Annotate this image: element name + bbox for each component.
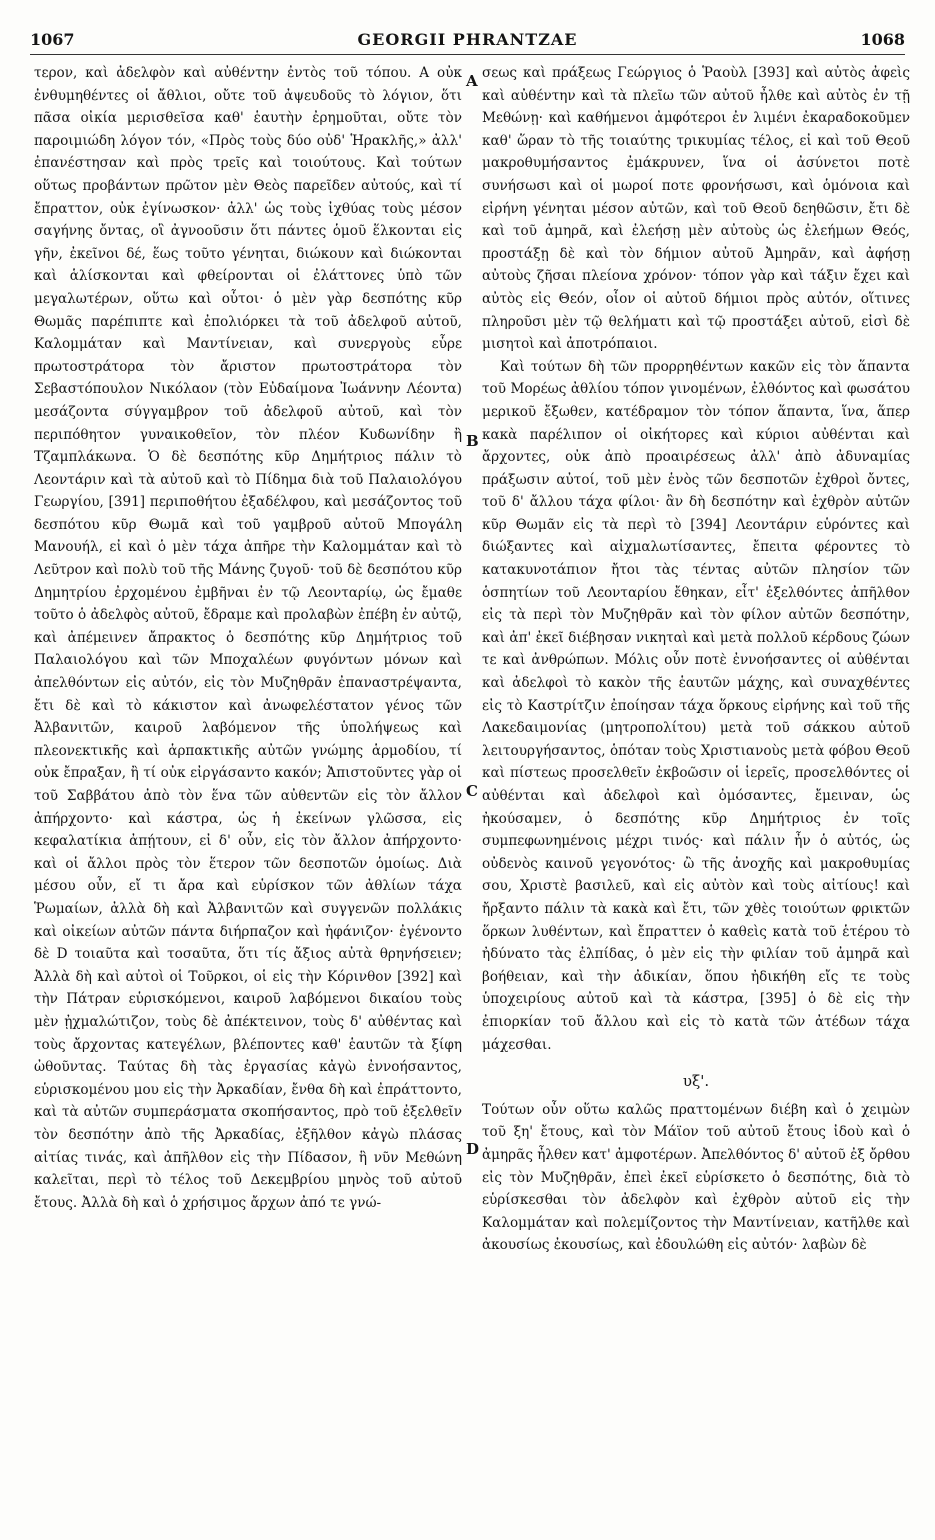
margin-letter-c: C [466, 782, 478, 800]
margin-letter-a: A [466, 72, 478, 90]
running-header [30, 30, 905, 55]
margin-letter-d: D [466, 1140, 480, 1158]
right-column [482, 62, 910, 1257]
right-paragraph: Καὶ τούτων δὴ τῶν προρρηθέντων κακῶν εἰς τὸν ἅπαντα τοῦ Μορέως ἀθλίου τόπον γινομένων, ἐλθόντος καὶ φωσάτου μερικοῦ ἔξωθεν, κατέδραμον τὸν τόπον ἅπαντα, ἵνα, ἅπερ κακὰ παρέλιπον οἱ οἰκήτορες καὶ κύριοι αὐθένται καὶ ἄρχοντες, οὐκ ἀπὸ προαιρέσεως ἀλλ' ἀπὸ ἀδυναμίας πράξωσιν αὐτοί, τοῦ μὲν ἑνὸς τῶν δεσποτῶν ἐχθροὶ ὄντες, τοῦ δ' ἄλλου τάχα φίλοι· ἂν δὴ δεσπότην καὶ ἐχθρὸν αὐτῶν κῦρ Θωμᾶν εἰς τὰ περὶ τὸ [394] Λεοντάριν εὑρόντες καὶ διώξαντες καὶ αἰχμαλωτίσαντες, ἔπειτα φέροντες τὸ κατακυνοτάπιον ἤτοι τὰς τέντας αὐτῶν πλησίον τῶν ὁσπητίων τοῦ Λεονταρίου ἔθηκαν, εἶτ' ἐξελθόντες ἀπῆλθον εἰς τὰ περὶ τὸν Μυζηθρᾶν καὶ τὸν φίλον αὐτῶν δεσπότην, καὶ ἀπ' ἐκεῖ διέβησαν νικηταὶ καὶ μετὰ πολλοῦ κέρδους ζώων τε καὶ ἀνθρώπων. Μόλις οὖν ποτὲ ἐννοήσαντες οἱ αὐθένται καὶ ἀδελφοὶ τὸ κακὸν τῆς ἑαυτῶν μάχης, καὶ συναχθέντες εἰς τὸ Καστρίτζιν ἐποίησαν τάχα ὅρκους εἰρήνης καὶ τοῦ τῆς Λακεδαιμονίας (μητροπολίτου) μετὰ τοῦ σάκκου αὐτοῦ λειτουργήσαντος, ὁπόταν τοὺς Χριστιανοὺς μετὰ φόβου Θεοῦ καὶ πίστεως προσελθεῖν ἐκβοῶσιν οἱ ἱερεῖς, προσελθόντες οἱ αὐθένται καὶ ἀδελφοὶ καὶ ὀμόσαντες, ἔμειναν, ὡς ἠκούσαμεν, ὁ δεσπότης κῦρ Δημήτριος ἐν τοῖς συμπεφωνημένοις μέχρι τινός· καὶ πάλιν ἦν ὁ αὐτός, ὡς οὐδενὸς καινοῦ γεγονότος· ὢ τῆς ἀνοχῆς καὶ μακροθυμίας σου, Χριστὲ βασιλεῦ, καὶ εἰς αὐτὸν καὶ τοὺς αἰτίους! καὶ ἤρξαντο πάλιν τὰ κακὰ καὶ ἔτι, τῶν χθὲς τοιούτων φρικτῶν ὅρκων λυθέντων, καὶ ἔπραττεν ὁ καθεὶς κατὰ τοῦ ἑτέρου τὸ ἠδύνατο τὰς ἐλπίδας, ὁ μὲν εἰς τὴν φιλίαν τοῦ ἀμηρᾶ καὶ βοήθειαν, καὶ τὴν ἀδικίαν, ὅπου ἠδικήθη εἴς τε τοὺς ὑποχειρίους αὐτοῦ καὶ τὰ κάστρα, [395] ὁ δὲ εἰς τὴν ἐπιορκίαν τοῦ ἄλλου καὶ εἰς τὸ κατὰ τῶν ἀτέδων τάχα μάχεσθαι. [482, 358, 910, 1053]
right-paragraph: σεως καὶ πράξεως Γεώργιος ὁ Ῥαοὺλ [393] καὶ αὐτὸς ἀφεὶς καὶ αὐθέντην καὶ τὰ πλεῖω τῶν αὐτοῦ ἦλθε καὶ αὐτὸς ἐν τῇ Μεθώνῃ· καὶ καθήμενοι ἀμφότεροι ἐν λιμένι ἐκαραδοκοῦμεν καθ' ὥραν τὸ τῆς τοιαύτης τρικυμίας τέλος, εἰ καὶ τοῦ Θεοῦ μακροθυμήσαντος ἐμάκρυνεν, ἵνα οἱ ἀσύνετοι ποτὲ συνήσωσι καὶ οἱ μωροί ποτε φρονήσωσι, καὶ ὁμόνοια καὶ εἰρήνη γένηται μέσον αὐτῶν, καὶ τοῦ Θεοῦ δεηθῶσιν, ἔτι δὲ καὶ τοῦ ἀμηρᾶ, καὶ ἐλεήσῃ μὲν αὐτοὺς ὡς ἐλεήμων Θεός, προστάξῃ δὲ καὶ τὸν δήμιον αὐτοῦ Ἀμηρᾶν, καὶ ἀφήσῃ αὐτοὺς ζῆσαι πλείονα χρόνον· τόπον γὰρ καὶ τάξιν ἔχει καὶ αὐτὸς εἰς Θεόν, οἷον οἱ αὐτοῦ δήμιοι πρὸς αὐτόν, οἵτινες πληροῦσι μὲν τῷ θελήματι καὶ τῷ προστάξει αὐτοῦ, εἰσὶ δὲ μισητοὶ καὶ ἀποτρόπαιοι. [482, 65, 910, 353]
page-number-right: 1068 [860, 30, 905, 49]
running-title: GEORGII PHRANTZAE [357, 30, 578, 49]
margin-letter-b: B [466, 432, 479, 450]
right-paragraph-after-section: Τούτων οὖν οὕτω καλῶς πραττομένων διέβη καὶ ὁ χειμὼν τοῦ ξη' ἔτους, καὶ τὸν Μάϊον τοῦ αὐτοῦ ἔτους ἰδοὺ καὶ ὁ ἀμηρᾶς ἦλθεν κατ' ἀμφοτέρων. Ἀπελθόντος δ' αὐτοῦ ἐξ ὄρθου εἰς τὸν Μυζηθρᾶν, ἐπεὶ ἐκεῖ εὑρίσκετο ὁ δεσπότης, διὰ τὸ εὑρίσκεσθαι τὸν ἀδελφὸν καὶ ἐχθρὸν αὐτοῦ εἰς τὴν Καλομμάταν καὶ πολεμίζοντος τὴν Μαντίνειαν, κατῆλθε καὶ ἀκουσίως ἐκουσίως, καὶ ἐδουλώθη εἰς αὐτόν· λαβὼν δὲ [482, 1101, 910, 1254]
left-paragraph: τερον, καὶ ἀδελφὸν καὶ αὐθέντην ἐντὸς τοῦ τόπου. Α οὐκ ἐνθυμηθέντες οἱ ἄθλιοι, οὔτε τοῦ ἀψευδοῦς τὸ λόγιον, ὅτι πᾶσα οἰκία μερισθεῖσα καθ' ἑαυτὴν ἐρημοῦται, οὔτε τὸν παροιμιώδη λόγον τόν, «Πρὸς τοὺς δύο οὐδ' Ἡρακλῆς,» ἀλλ' ἐπανέστησαν καὶ πρὸς τρεῖς καὶ τοιούτους. Καὶ τούτων οὕτως προβάντων πρῶτον μὲν Θεὸς παρεῖδεν αὐτούς, καὶ τί ἔπραττον, οὐκ ἐγίνωσκον· ἀλλ' ὡς τοὺς ἰχθύας τοὺς μέσον σαγήνης ὄντας, οἳ ἀγνοοῦσιν ὅτι πάντες ὁμοῦ ἕλκονται εἰς γῆν, ἐκεῖνοι δέ, ἕως τοῦτο γένηται, διώκουν καὶ διώκονται καὶ ἁλίσκονται καὶ φθείρονται οἱ ἐλάττονες ὑπὸ τῶν μεγαλωτέρων, οὕτω καὶ οὗτοι· ὁ μὲν γὰρ δεσπότης κῦρ Θωμᾶς παρέπιπτε καὶ ἐπολιόρκει τὰ τοῦ ἀδελφοῦ αὐτοῦ, Καλομμάταν καὶ Μαντίνειαν, καὶ συνεργοὺς εὗρε πρωτοστράτορα τὸν ἄριστον πρωτοστράτορα τὸν Σεβαστόπουλον Νικόλαον (τὸν Εὐδαίμονα Ἰωάννην Λέοντα) μεσάζοντα σύγγαμβρον τοῦ ἀδελφοῦ αὐτοῦ, καὶ τὸν περιπόθητον γυναικοθεῖον, τὸν πλέον Κυδωνίδην ἢ Τζαμπλάκωνα. Ὁ δὲ δεσπότης κῦρ Δημήτριος πάλιν τὸ Λεοντάριν καὶ τὰ αὐτοῦ καὶ τὸ Πίδημα διὰ τοῦ Παλαιολόγου Γεωργίου, [391] περιποθήτου ἐξαδέλφου, καὶ μεσάζοντος τοῦ δεσπότου κῦρ Θωμᾶ καὶ τοῦ γαμβροῦ αὐτοῦ Μπογάλη Μανουήλ, εἰ καὶ ὁ μὲν τάχα ἀπῆρε τὴν Καλομμάταν καὶ τὸ Λεῦτρον καὶ πολὺ τοῦ τῆς Μάνης ζυγοῦ· τοῦ δὲ δεσπότου κῦρ Δημητρίου ἐρχομένου ἐμβῆναι ἐν τῷ Λεονταρίῳ, ὡς ἔμαθε τοῦτο ὁ ἀδελφὸς αὐτοῦ, ἔδραμε καὶ προλαβὼν ἐπέβη ἐν αὐτῷ, καὶ ἀπέμεινεν ἄπρακτος ὁ δεσπότης κῦρ Δημήτριος τοῦ Παλαιολόγου καὶ τῶν Μποχαλέων φυγόντων μόνων καὶ ἀπελθόντων εἰς αὐτόν, εἰς τὸν Μυζηθρᾶν ἐπαναστρέψαντα, ἔτι δὲ καὶ τὸ κάκιστον καὶ ἀνωφελέστατον γένος τῶν Ἀλβανιτῶν, καιροῦ λαβόμενον τῆς ὑπολήψεως καὶ πλεονεκτικῆς καὶ ἁρπακτικῆς αὐτῶν γνώμης ἁρμοδίου, τί οὐκ ἔπραξαν, ἢ τί οὐκ εἰργάσαντο κακόν; Ἀπιστοῦντες γὰρ οἱ τοῦ Σαββάτου ἀπὸ τὸν ἕνα τῶν αὐθεντῶν εἰς τὸν ἄλλον ἀπήρχοντο· καὶ κάστρα, ὡς ἡ ἐκείνων γλῶσσα, εἰς κεφαλατίκια ἀπῄτουν, εἰ δ' οὖν, εἰς τὸν ἄλλον ἀπήρχοντο· καὶ οἱ ἄλλοι πρὸς τὸν ἕτερον τῶν δεσποτῶν ὁμοίως. Διὰ μέσου οὖν, εἴ τι ἄρα καὶ εὑρίσκον τῶν ἀθλίων τάχα Ῥωμαίων, ἀλλὰ δὴ καὶ Ἀλβανιτῶν καὶ συγγενῶν πολλάκις καὶ οἰκείων αὐτῶν πάντα διήρπαζον καὶ ἠφάνιζον· ἐγένοντο δὲ D τοιαῦτα καὶ τοσαῦτα, ὅτι τίς ἄξιος αὐτὰ θρηνήσειεν; Ἀλλὰ δὴ καὶ αὐτοὶ οἱ Τοῦρκοι, οἱ εἰς τὴν Κόρινθον [392] καὶ τὴν Πάτραν εὑρισκόμενοι, καιροῦ λαβόμενοι δικαίου τοὺς μὲν ᾐχμαλώτιζον, τοὺς δὲ ἀπέκτεινον, τοὺς δ' αὐθέντας καὶ τοὺς ἄρχοντας κατεγέλων, βλέποντες καθ' ἑαυτῶν τὰ ξίφη ὠθοῦντας. Ταύτας δὴ τὰς ἐργασίας κἀγὼ ἐννοήσαντος, εὑρισκομένου μου εἰς τὴν Ἀρκαδίαν, ἔνθα δὴ καὶ ἐπράττοντο, καὶ τὰ αὐτῶν συμπεράσματα σκοπήσαντος, πρὸ τοῦ ἐξελθεῖν τὸν δεσπότην ἀπὸ τῆς Ἀρκαδίας, ἐξῆλθον κἀγὼ πλάσας αἰτίας τινάς, καὶ ἀπῆλθον εἰς τὴν Πίδασον, ἣ νῦν Μεθώνη καλεῖται, περὶ τὸ τέλος τοῦ Δεκεμβρίου μηνὸς τοῦ αὐτοῦ ἔτους. Ἀλλὰ δὴ καὶ ὁ χρήσιμος ἄρχων ἀπό τε γνώ- [34, 65, 462, 1211]
left-column [34, 62, 462, 1214]
page-number-left: 1067 [30, 30, 75, 49]
section-number: υξ'. [682, 1072, 710, 1091]
